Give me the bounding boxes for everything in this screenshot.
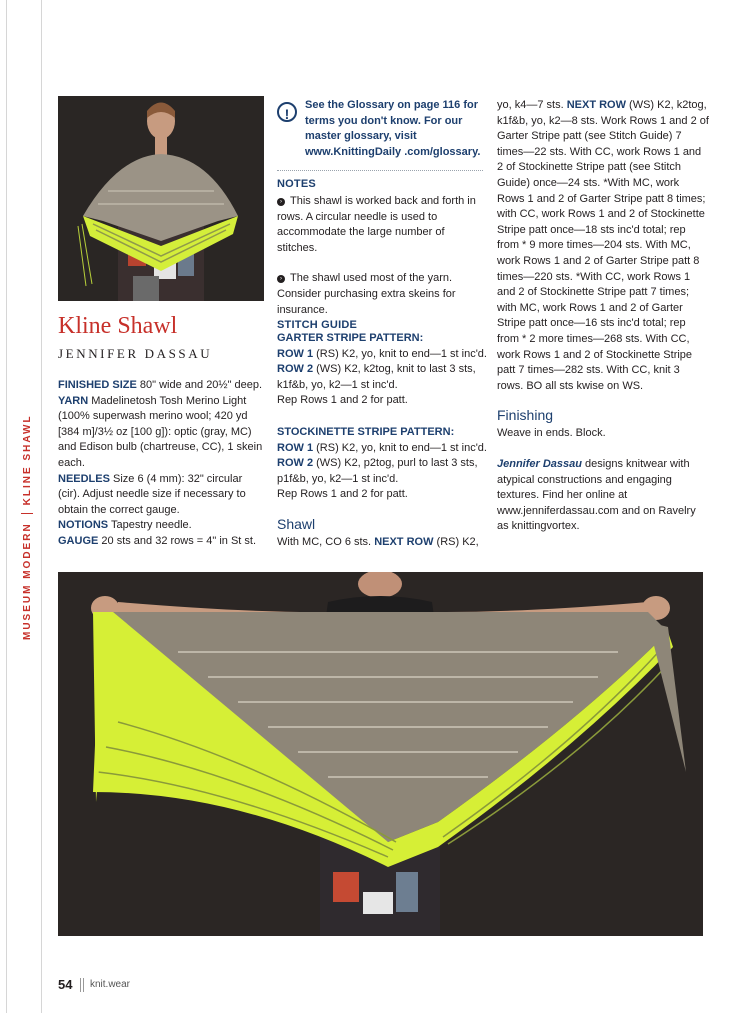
exclamation-icon: !: [277, 102, 297, 122]
notes-heading: NOTES: [277, 178, 316, 190]
note-item: [277, 271, 487, 318]
needles: [58, 472, 266, 519]
stockinette-row-1: [277, 441, 487, 457]
model-shawl-illustration: [58, 96, 264, 301]
gauge-value: 20 sts and 32 rows = 4" in St st.: [101, 534, 257, 547]
bio-text: designs knitwear with atypical constructions and engaging textures. Find her online at www.jenniferdassau.com and on Ravelry as knittingvortex.: [497, 458, 696, 533]
arrow-bullet-icon: ›: [277, 198, 285, 206]
garter-row-2: [277, 362, 487, 393]
shawl-text: yo, k4—7 sts.: [497, 99, 564, 111]
model-photo-main: [58, 572, 703, 936]
row-label: ROW 2: [277, 363, 314, 376]
finishing-heading: Finishing: [497, 407, 554, 423]
glossary-text: See the Glossary on page 116 for terms you don't know. For our master glossary, visit www.KnittingDaily .com/glossary.: [305, 99, 481, 158]
section-name: MUSEUM MODERN: [21, 522, 33, 640]
row-text: (WS) K2, p2tog, purl to last 3 sts, p1f&b, yo, k2—1 st inc'd.: [277, 457, 478, 485]
pattern-title: Kline Shawl: [58, 313, 178, 339]
notions-label: NOTIONS: [58, 519, 109, 532]
spine-separator: [21, 513, 33, 514]
specs-block: [58, 378, 266, 550]
needles-label: NEEDLES: [58, 472, 110, 485]
footer-divider: [83, 978, 84, 992]
row-label: ROW 2: [277, 457, 314, 470]
garter-repeat: Rep Rows 1 and 2 for patt.: [277, 394, 408, 407]
finished-size-label: FINISHED SIZE: [58, 379, 137, 391]
shawl-heading: Shawl: [277, 516, 316, 532]
finishing-text: Weave in ends. Block.: [497, 427, 606, 439]
shawl-spread-illustration: [58, 572, 703, 936]
yarn-value: Madelinetosh Tosh Merino Light (100% superwash merino wool; 420 yd [384 m]/3½ oz [100 g]): optic (gray, MC) and Edison bulb (chartreuse, CC), 1 skein each.: [58, 394, 263, 469]
stockinette-title: STOCKINETTE STRIPE PATTERN:: [277, 426, 455, 438]
stockinette-repeat: Rep Rows 1 and 2 for patt.: [277, 488, 408, 501]
next-row-label: NEXT ROW: [374, 536, 434, 548]
gauge: [58, 534, 266, 550]
finished-size: [58, 378, 266, 394]
needles-value: Size 6 (4 mm): 32" circular (cir). Adjust needle size if necessary to obtain the correct gauge.: [58, 472, 246, 516]
note-text: The shawl used most of the yarn. Consider purchasing extra skeins for insurance.: [277, 272, 456, 316]
notions: [58, 518, 266, 534]
garter-row-1: [277, 347, 487, 363]
stockinette-stripe-pattern: [277, 425, 487, 503]
shawl-instructions-cont: [497, 98, 709, 394]
spine-rule: [41, 0, 42, 1013]
row-text: (RS) K2, yo, knit to end—1 st inc'd.: [316, 347, 487, 360]
note-text: This shawl is worked back and forth in rows. A circular needle is used to accommodate the large number of stitches.: [277, 195, 476, 254]
yarn: [58, 394, 266, 472]
dotted-divider: [277, 170, 483, 171]
shawl-text: (RS) K2,: [436, 536, 479, 548]
pattern-name: KLINE SHAWL: [21, 414, 33, 506]
next-row-label: NEXT ROW: [566, 99, 626, 111]
shawl-text: With MC, CO 6 sts.: [277, 536, 372, 548]
yarn-label: YARN: [58, 394, 89, 407]
glossary-callout: [277, 98, 487, 160]
stockinette-row-2: [277, 456, 487, 487]
designer-bio: [497, 457, 709, 535]
bio-name: Jennifer Dassau: [497, 458, 582, 470]
shawl-instructions-start: [277, 535, 487, 551]
gauge-label: GAUGE: [58, 534, 99, 547]
arrow-bullet-icon: ›: [277, 275, 285, 283]
notes-list: [277, 194, 487, 318]
footer-divider: [80, 978, 81, 992]
row-text: (RS) K2, yo, knit to end—1 st inc'd.: [316, 441, 487, 454]
model-photo-top: [58, 96, 264, 301]
page-number: 54: [58, 977, 73, 992]
note-item: [277, 194, 487, 256]
row-label: ROW 1: [277, 441, 314, 454]
stitch-guide-heading: STITCH GUIDE: [277, 319, 358, 331]
magazine-name: knit.wear: [90, 979, 131, 990]
designer-name: JENNIFER DASSAU: [58, 346, 213, 361]
spine-rule: [6, 0, 7, 1013]
row-text: (WS) K2, k2tog, knit to last 3 sts, k1f&b, yo, k2—1 st inc'd.: [277, 363, 476, 391]
garter-title: GARTER STRIPE PATTERN:: [277, 332, 424, 344]
finished-size-value: 80" wide and 20½" deep.: [139, 379, 263, 391]
notions-value: Tapestry needle.: [110, 519, 192, 532]
garter-stripe-pattern: [277, 331, 487, 409]
shawl-text: (WS) K2, k2tog, k1f&b, yo, k2—8 sts. Work Rows 1 and 2 of Garter Stripe patt (see Stitch Guide) 7 times—22 sts. With CC, work Rows 1 and 2 of Stockinette Stripe patt (see Stitch Guide) once—24 sts. *With MC, work Rows 1 and 2 of Garter Stripe patt 8 times; with CC, work Rows 1 and 2 of Stockinette Stripe patt once—18 sts inc'd total; rep from * 9 more times—204 sts. With MC, work Rows 1 and 2 of Garter Stripe patt 8 times—220 sts. *With CC, work Rows 1 and 2 of Stockinette Stripe patt 7 times; with MC, work Rows 1 and 2 of Garter Stripe patt once—16 sts inc'd total; rep from * 2 more times—268 sts. With CC, work Rows 1 and 2 of Stockinette Stripe patt 7 times—282 sts. With CC, knit 3 rows. BO all sts kwise on WS.: [497, 99, 709, 392]
row-label: ROW 1: [277, 347, 314, 360]
running-head: [17, 385, 37, 640]
